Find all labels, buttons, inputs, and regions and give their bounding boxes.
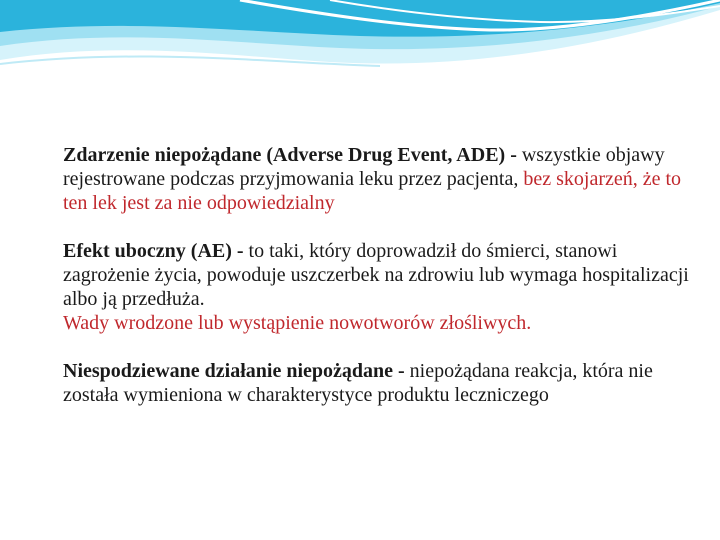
term-ade: Zdarzenie niepożądane (Adverse Drug Event, ADE) - — [63, 144, 517, 166]
term-unexpected: Niespodziewane działanie niepożądane - — [63, 360, 405, 382]
definition-ae: to taki, który doprowadził do śmierci, stanowi zagrożenie życia, powoduje uszczerbek na zdrowiu lub wymaga hospitalizacji albo ją przedłuża. — [63, 240, 689, 310]
paragraph-ae — [63, 239, 693, 335]
note-ade: bez skojarzeń, że to ten lek jest za nie odpowiedzialny — [63, 168, 682, 214]
paragraph-ade — [63, 143, 693, 215]
definitions-content — [63, 143, 693, 407]
header-wave-decoration — [0, 0, 720, 80]
definition-unexpected: niepożądana reakcja, która nie została wymieniona w charakterystyce produktu leczniczego — [63, 360, 653, 406]
note-ae: Wady wrodzone lub wystąpienie nowotworów złośliwych. — [63, 312, 532, 334]
term-ae: Efekt uboczny (AE) - — [63, 240, 244, 262]
definition-ade: wszystkie objawy rejestrowane podczas przyjmowania leku przez pacjenta, — [63, 144, 665, 190]
paragraph-unexpected — [63, 359, 693, 407]
